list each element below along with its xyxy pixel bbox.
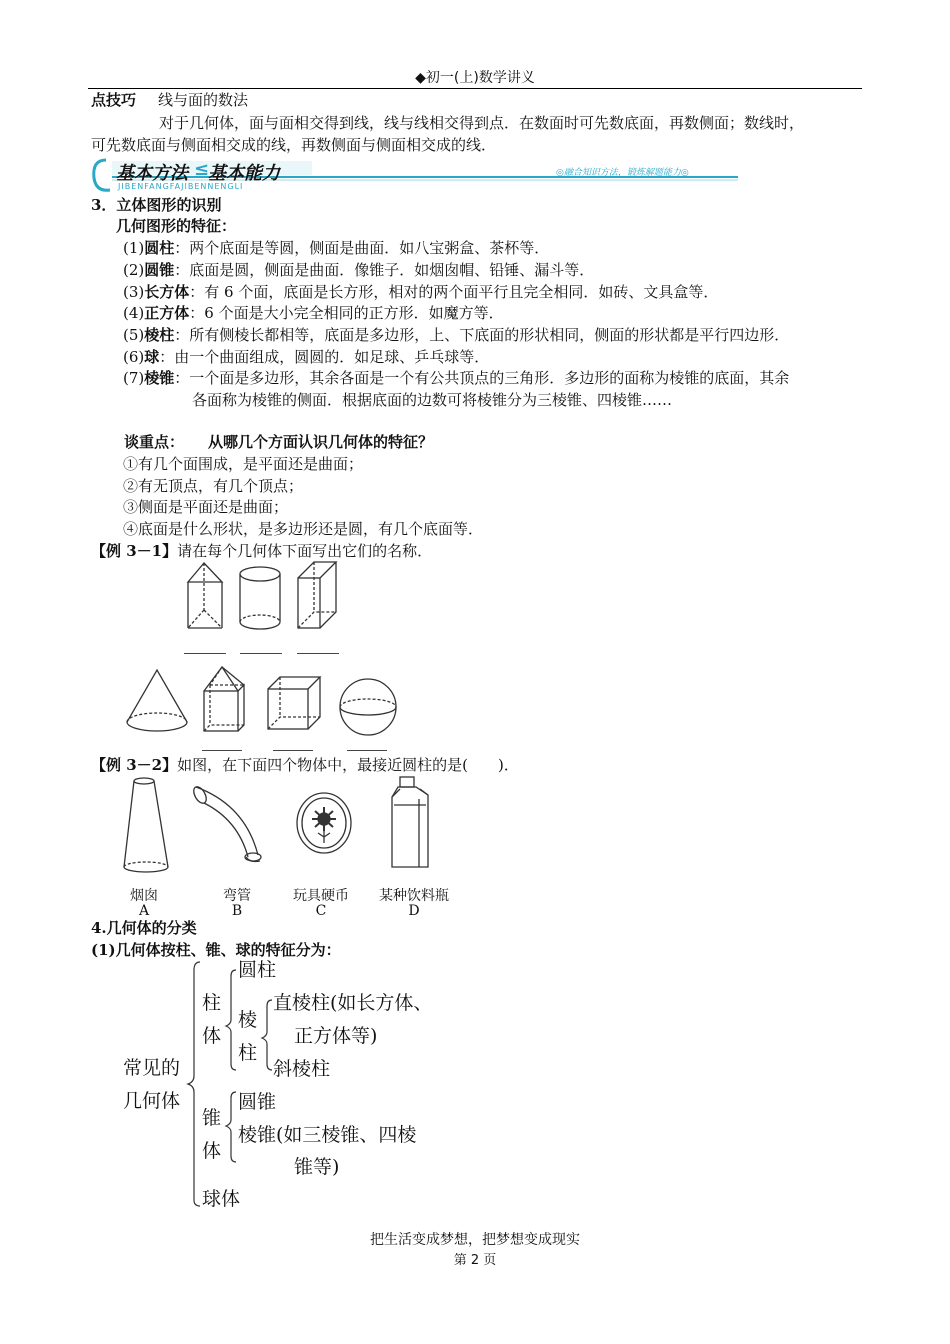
banner-title-a: 基本方法 — [116, 163, 188, 184]
example31-line: 【例 3－1】请在每个几何体下面写出它们的名称． — [91, 542, 433, 560]
tip-line-1: 对于几何体，面与面相交得到线，线与线相交得到点．在数面时可先数底面，再数侧面；数线时， — [159, 114, 805, 132]
page-header-title: ◆初一(上)数学讲义 — [415, 70, 535, 86]
option-letter: A — [138, 903, 150, 919]
object-name: 玩具硬币 — [293, 888, 349, 904]
chimney-shape — [124, 778, 168, 872]
rectangular-prism-shape — [298, 562, 336, 628]
tree-lengzhu-b: 柱 — [238, 1042, 258, 1064]
focus-point: ③侧面是平面还是曲面； — [123, 498, 289, 516]
tip-title: 线与面的数法 — [158, 91, 249, 109]
option-letter: B — [231, 903, 243, 919]
tip-line-2: 可先数底面与侧面相交成的线，再数侧面与侧面相交成的线． — [91, 136, 497, 154]
focus-point: ②有无顶点，有几个顶点； — [123, 477, 304, 495]
solids-row-1 — [180, 560, 350, 635]
banner-title-b: 基本能力 — [208, 163, 280, 184]
object-name: 弯管 — [223, 888, 251, 904]
tree-xielengzhu: 斜棱柱 — [273, 1058, 331, 1080]
answer-blank[interactable] — [273, 750, 313, 751]
answer-blank[interactable] — [347, 750, 387, 751]
tree-lengzhu-a: 棱 — [238, 1009, 258, 1031]
focus-point: ①有几个面围成，是平面还是曲面； — [123, 455, 364, 473]
feature-item: (1)圆柱：两个底面是等圆，侧面是曲面．如八宝粥盒、茶杯等． — [123, 239, 550, 257]
tree-root-line-2: 几何体 — [123, 1090, 181, 1112]
sphere-shape — [340, 679, 396, 735]
square-pyramid-prism-shape — [204, 667, 244, 731]
classification-braces — [180, 960, 280, 1210]
banner-slogan: ◎融合知识方法，锻炼解题能力◎ — [556, 168, 689, 178]
tree-zhilengzhu-2: 正方体等) — [294, 1025, 378, 1047]
tree-lengzhui-2: 锥等) — [294, 1156, 340, 1178]
section4-heading: 4.几何体的分类 — [91, 919, 197, 937]
tree-zhuti-b: 体 — [202, 1025, 222, 1047]
section4-subheading: (1)几何体按柱、锥、球的特征分为： — [91, 941, 341, 959]
section-banner — [88, 158, 748, 194]
tree-yuanzhu: 圆柱 — [238, 959, 277, 981]
feature-item-7-continued: 各面称为棱锥的侧面．根据底面的边数可将棱锥分为三棱锥、四棱锥…… — [192, 391, 673, 409]
example32-objects — [110, 775, 450, 880]
answer-blank[interactable] — [297, 653, 339, 654]
answer-blank[interactable] — [184, 653, 226, 654]
drink-bottle-shape — [392, 777, 428, 867]
feature-item: (2)圆锥：底面是圆，侧面是曲面．像锥子．如烟囱帽、铅锤、漏斗等． — [123, 261, 595, 279]
section3-subheading: 几何图形的特征： — [116, 217, 237, 235]
page-number: 第 2 页 — [453, 1253, 497, 1268]
answer-blank[interactable] — [240, 653, 282, 654]
tree-zhuti-a: 柱 — [202, 992, 222, 1014]
cone-shape — [127, 670, 187, 731]
toy-coin-shape — [297, 793, 351, 853]
focus-label: 谈重点： — [124, 433, 185, 451]
tree-zhilengzhu-1: 直棱柱(如长方体、 — [273, 992, 433, 1014]
section3-heading: 3．立体图形的识别 — [91, 196, 222, 214]
feature-item: (4)正方体：6 个面是大小完全相同的正方形．如魔方等． — [123, 304, 504, 322]
tree-yuanzhui: 圆锥 — [238, 1091, 277, 1113]
tip-label: 点技巧 — [91, 91, 137, 109]
bent-pipe-shape — [191, 785, 261, 862]
feature-item: (5)棱柱：所有侧棱长都相等，底面是多边形，上、下底面的形状相同，侧面的形状都是平行四边形． — [123, 326, 790, 344]
option-letter: C — [315, 903, 327, 919]
object-name: 烟囱 — [130, 888, 158, 904]
feature-item: (7)棱锥：一个面是多边形，其余各面是一个有公共顶点的三角形．多边形的面称为棱锥的底面，其余 — [123, 369, 790, 387]
footer-motto: 把生活变成梦想，把梦想变成现实 — [370, 1232, 580, 1248]
answer-blank[interactable] — [202, 750, 242, 751]
tree-zhuiti-a: 锥 — [202, 1107, 222, 1129]
example32-line: 【例 3－2】如图，在下面四个物体中，最接近圆柱的是( )． — [91, 756, 519, 774]
header-rule — [88, 88, 862, 89]
tree-root-line-1: 常见的 — [123, 1057, 181, 1079]
tree-zhuiti-b: 体 — [202, 1140, 222, 1162]
solids-row-2 — [120, 665, 410, 745]
banner-divider-icon: ≤ — [194, 159, 210, 180]
cube-shape — [268, 677, 320, 729]
tree-qiuti: 球体 — [202, 1188, 241, 1210]
feature-item: (6)球：由一个曲面组成，圆圆的．如足球、乒乓球等． — [123, 348, 490, 366]
banner-pinyin: JIBENFANGFAJIBENNENGLI — [118, 182, 244, 191]
object-name: 某种饮料瓶 — [379, 888, 449, 904]
focus-question: 从哪几个方面认识几何体的特征？ — [208, 433, 434, 451]
cylinder-shape — [240, 567, 280, 629]
option-letter: D — [408, 903, 420, 919]
triangular-prism-shape — [188, 563, 222, 628]
feature-item: (3)长方体：有 6 个面，底面是长方形，相对的两个面平行且完全相同．如砖、文具盒等． — [123, 283, 719, 301]
focus-point: ④底面是什么形状，是多边形还是圆，有几个底面等． — [123, 520, 484, 538]
tree-lengzhui-1: 棱锥(如三棱锥、四棱 — [238, 1124, 417, 1146]
